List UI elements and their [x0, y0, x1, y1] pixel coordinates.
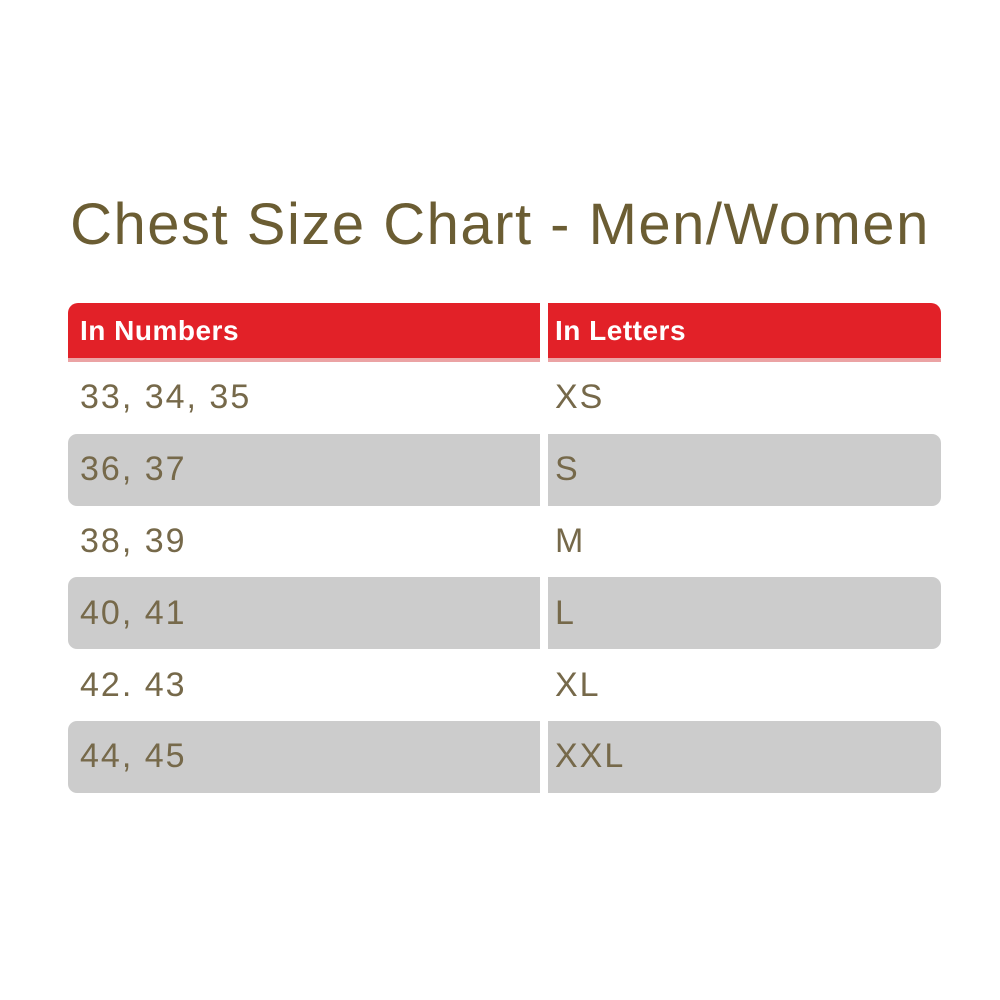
table-row: [68, 434, 941, 506]
size-chart-table: [68, 303, 941, 793]
table-header-row: [68, 303, 941, 362]
table-row: [68, 649, 941, 721]
letters-cell: XL: [555, 665, 601, 704]
table-row: [68, 721, 941, 793]
table-row: [68, 362, 941, 434]
table-row: [68, 506, 941, 578]
column-header-in-letters: In Letters: [548, 303, 941, 362]
letters-cell: XS: [555, 378, 605, 417]
numbers-cell: 33, 34, 35: [80, 378, 252, 417]
letters-cell: M: [555, 521, 586, 560]
numbers-cell: 40, 41: [68, 577, 540, 649]
numbers-cell: 42. 43: [80, 665, 187, 704]
letters-cell: S: [548, 434, 941, 506]
letters-cell: XXL: [548, 721, 941, 793]
column-header-in-numbers: In Numbers: [68, 303, 540, 362]
letters-cell: L: [548, 577, 941, 649]
table-row: [68, 577, 941, 649]
numbers-cell: 38, 39: [80, 521, 187, 560]
numbers-cell: 36, 37: [68, 434, 540, 506]
numbers-cell: 44, 45: [68, 721, 540, 793]
page-title: Chest Size Chart - Men/Women: [70, 192, 930, 257]
